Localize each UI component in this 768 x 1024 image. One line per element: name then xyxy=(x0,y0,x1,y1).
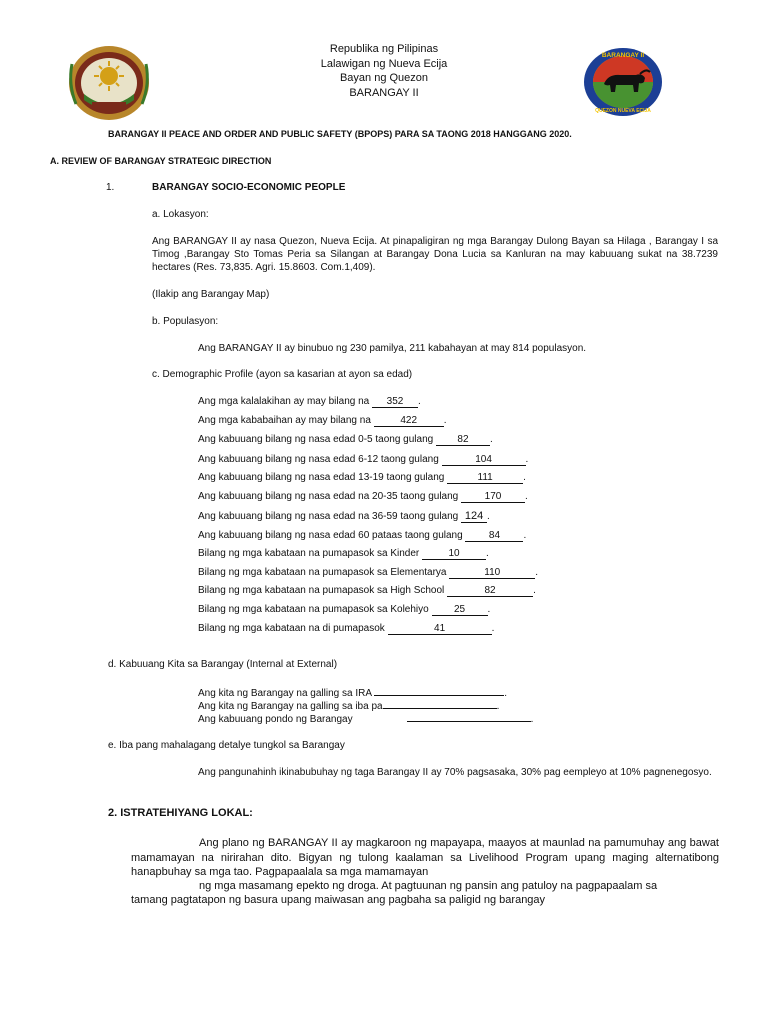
row-end: . xyxy=(491,623,495,634)
detalye-paragraph: Ang pangunahinh ikinabubuhay ng taga Barangay II ay 70% pagsasaka, 30% pag eempleyo at 10% pagnenegosyo. xyxy=(198,767,712,778)
demographic-row-label: Ang kabuuang bilang ng nasa edad na 36-59 taong gulang xyxy=(198,511,462,522)
item-1-number: 1. xyxy=(106,182,115,193)
row-end: . xyxy=(523,472,526,483)
kita-row xyxy=(198,711,533,726)
row-end: . xyxy=(487,604,491,615)
row-end: . xyxy=(530,714,534,725)
row-end: . xyxy=(504,688,508,699)
demographic-row-label: Ang kabuuang bilang ng nasa edad 0-5 taong gulang xyxy=(198,434,436,445)
lokasyon-paragraph: Ang BARANGAY II ay nasa Quezon, Nueva Ecija. At pinapaligiran ng mga Barangay Dulong Bayan sa Hilaga , Barangay I sa Timog ,Barangay Sto Tomas Peria sa Silangan at Barangay Dona Lucia sa Kanluran na may kabuuang sukat na 38.7239 hectares (Res. 73,835. Agri. 15.8603. Com.1,409). xyxy=(152,236,718,273)
demographic-row-value: 82 xyxy=(447,585,533,597)
istratehiya-paragraph-1: Ang plano ng BARANGAY II ay magkaroon ng mapayapa, maayos at maunlad na pamumuhay ang bawat mamamayan na nirirahan dito. Bigyan ng tulong kaalaman sa Livelihood Program upang maging alternatibong hanapbuhay sa mga tao. Pagpapaalala sa mga mamamayan xyxy=(131,837,719,878)
istratehiya-heading: 2. ISTRATEHIYANG LOKAL: xyxy=(108,807,253,819)
demographic-row-label: Ang mga kalalakihan ay may bilang na xyxy=(198,396,372,407)
barangay-seal-carabao-icon xyxy=(582,46,664,118)
header-line-province: Lalawigan ng Nueva Ecija xyxy=(320,57,448,70)
header-line-republic: Republika ng Pilipinas xyxy=(329,43,439,55)
demographic-row-label: Ang kabuuang bilang ng nasa edad 13-19 taong gulang xyxy=(198,472,448,483)
kita-row-label: Ang kita ng Barangay na galling sa IRA xyxy=(198,688,375,699)
section-a-heading: A. REVIEW OF BARANGAY STRATEGIC DIRECTION xyxy=(50,156,272,166)
demographic-heading: c. Demographic Profile (ayon sa kasarian at ayon sa edad) xyxy=(152,369,413,380)
detalye-heading: e. Iba pang mahalagang detalye tungkol sa Barangay xyxy=(108,740,345,751)
kita-row-label: Ang kabuuang pondo ng Barangay xyxy=(198,714,353,725)
demographic-row-value: 84 xyxy=(465,530,523,542)
demographic-row xyxy=(198,433,493,446)
demographic-row xyxy=(198,547,489,560)
kita-row-blank xyxy=(407,711,531,722)
demographic-row-label: Ang mga kababaihan ay may bilang na xyxy=(198,415,374,426)
row-end: . xyxy=(486,548,489,559)
demographic-row xyxy=(198,471,526,484)
seal-bottom-text: QUEZON NUEVA ECIJA xyxy=(595,108,651,114)
kita-row-blank xyxy=(374,685,504,696)
municipal-seal-icon xyxy=(66,44,152,122)
demographic-row xyxy=(198,584,536,597)
demographic-row-label: Ang kabuuang bilang ng nasa edad 6-12 taong gulang xyxy=(198,454,442,465)
istratehiya-paragraph-2-line-1: ng mga masamang epekto ng droga. At pagtuunan ng pansin ang patuloy na pagpapaalam sa xyxy=(199,880,658,892)
demographic-row-value: 82 xyxy=(436,434,490,446)
demographic-row-label: Bilang ng mga kabataan na pumapasok sa Kinder xyxy=(198,548,423,559)
demographic-row-value: 124 xyxy=(461,511,487,523)
demographic-row xyxy=(198,453,528,466)
populasyon-text: Ang BARANGAY II ay binubuo ng 230 pamilya, 211 kabahayan at may 814 populasyon. xyxy=(198,343,587,354)
demographic-row-label: Bilang ng mga kabataan na pumapasok sa Kolehiyo xyxy=(198,604,432,615)
map-note: (Ilakip ang Barangay Map) xyxy=(152,289,270,300)
document-title: BARANGAY II PEACE AND ORDER AND PUBLIC SAFETY (BPOPS) PARA SA TAONG 2018 HANGGANG 2020. xyxy=(108,129,572,139)
demographic-row-value: 110 xyxy=(449,567,535,579)
header-line-municipality: Bayan ng Quezon xyxy=(339,72,429,84)
populasyon-heading: b. Populasyon: xyxy=(152,316,219,327)
letterhead xyxy=(250,42,518,100)
row-end: . xyxy=(535,567,539,578)
row-end: . xyxy=(487,511,490,522)
left-logo xyxy=(66,44,152,122)
seal-top-text: BARANGAY II xyxy=(601,52,645,59)
demographic-row-value: 422 xyxy=(374,415,444,427)
demographic-row-label: Ang kabuuang bilang ng nasa edad 60 pataas taong gulang xyxy=(198,530,466,541)
kita-heading: d. Kabuuang Kita sa Barangay (Internal at External) xyxy=(108,659,338,670)
kita-row-label: Ang kita ng Barangay na galling sa iba pa xyxy=(198,701,383,712)
row-end: . xyxy=(489,434,493,445)
demographic-row-value: 41 xyxy=(388,623,492,635)
demographic-row-value: 170 xyxy=(461,491,525,503)
demographic-row-value: 352 xyxy=(372,396,418,408)
demographic-row-value: 10 xyxy=(422,548,486,560)
demographic-row-value: 111 xyxy=(447,472,523,484)
kita-row-blank xyxy=(383,698,497,709)
demographic-row xyxy=(198,490,528,503)
demographic-row-label: Bilang ng mga kabataan na pumapasok sa High School xyxy=(198,585,448,596)
row-end: . xyxy=(443,415,447,426)
demographic-row xyxy=(198,622,494,635)
demographic-row xyxy=(198,414,446,427)
demographic-row xyxy=(198,510,490,523)
row-end: . xyxy=(525,491,528,502)
right-logo xyxy=(582,46,664,118)
demographic-row-label: Bilang ng mga kabataan na di pumapasok xyxy=(198,623,388,634)
lokasyon-heading: a. Lokasyon: xyxy=(152,209,209,220)
row-end: . xyxy=(496,701,500,712)
demographic-row-label: Ang kabuuang bilang ng nasa edad na 20-35 taong gulang xyxy=(198,491,462,502)
demographic-row-value: 25 xyxy=(432,604,488,616)
item-1-title: BARANGAY SOCIO-ECONOMIC PEOPLE xyxy=(152,182,346,193)
demographic-row-value: 104 xyxy=(442,454,526,466)
row-end: . xyxy=(418,396,421,407)
row-end: . xyxy=(525,454,529,465)
demographic-row xyxy=(198,529,526,542)
header-line-barangay: BARANGAY II xyxy=(349,86,419,99)
istratehiya-paragraph-2-line-2: tamang pagtatapon ng basura upang maiwasan ang pagbaha sa paligid ng barangay xyxy=(131,894,546,906)
demographic-row-label: Bilang ng mga kabataan na pumapasok sa Elementarya xyxy=(198,567,450,578)
demographic-row xyxy=(198,566,538,579)
demographic-row xyxy=(198,603,490,616)
row-end: . xyxy=(523,530,527,541)
demographic-row xyxy=(198,395,421,408)
row-end: . xyxy=(533,585,536,596)
